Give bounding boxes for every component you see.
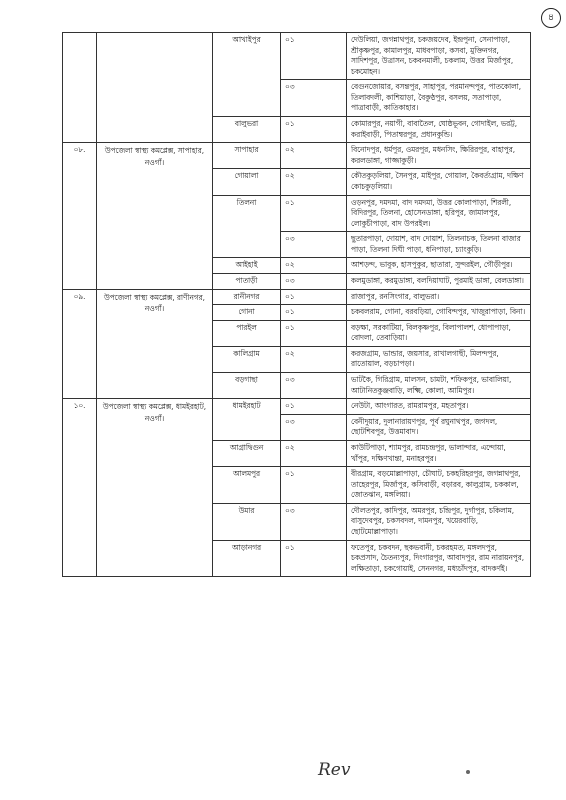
village-list: কাউটিপাড়া, শ্যামপুর, রামচন্দ্রপুর, ভালান্দার, এন্দোয়া, খাঁপুর, দক্ষিণখান্তা, মনাহরপুর। — [347, 440, 531, 466]
village-list: দেউলিয়া, জগন্নাথপুর, চকজয়দেব, ইন্দ্রপুনা, সেনাপাড়া, শ্রীকৃষ্ণপুর, কামালপুর, মাধবপাড়া, কসবা, মুক্তিনগর, সাদিশপুর, উত্রাসন, চকবনমালী, চকলাম, উত্তর মির্জাপুর, চকমোহন। — [347, 33, 531, 80]
ward-number: ০৩ — [281, 273, 347, 289]
village-list: ওড়নপুর, দমদমা, বাদ দমদমা, উত্তর কোলাপাড়া, শিরলী, বিদিরপুর, তিলনা, হোসেনডাঙ্গা, হরিপুর, জামালপুর, লোকুচীপাড়া, বাদ উপরইল। — [347, 195, 531, 232]
village-list: কোমারপুর, নয়াগী, বাবাতৈল, ঘোষ্ঠভূবন, গোদাইল, ভরট্ট, করাইবাড়ী, পিতাম্বরপুর, প্রধানকুন্ডি। — [347, 117, 531, 143]
union-name: বালুভরা — [213, 117, 281, 143]
union-name: আখাইপুর — [213, 33, 281, 117]
table-row — [63, 289, 531, 305]
village-list: কলমুডাঙ্গা, করমুডাঙ্গা, বলদিয়াঘাট, পুরমাই ডাঙ্গা, বেলডাঙ্গা। — [347, 273, 531, 289]
village-list: ছুতারপাড়া, দোয়াশ, বাদ দোয়াশ, তিলনাচক, তিলনা বাজার পাড়া, তিলনা দিঘী পাড়া, ধনিপাড়া, চ্যাংকুড়ি। — [347, 232, 531, 258]
village-list: কৌতকুড়লিয়া, সৈনপুর, মাইপুর, গোয়াল, কৈবর্ত্যগ্রাম, দক্ষিণ কোচকুড়লিয়া। — [347, 169, 531, 195]
ward-number: ০১ — [281, 289, 347, 305]
village-list: বিনোদপুর, ধর্মপুর, ওমরপুর, মধনসিং, ক্ষিরিরপুর, বাহাপুর, করলডাঙ্গা, গাজ্জাকুড়ী। — [347, 143, 531, 169]
village-list: দৌলতপুর, কাদিপুর, অমরপুর, চন্দ্রিপুর, দুর্গাপুর, চকিলাম, বাসুদেবপুর, চকসবদল, দামনপুর, খয়েরবাড়ি, ছোটমোল্লাপাড়া। — [347, 503, 531, 540]
union-name: পারইল — [213, 320, 281, 346]
union-name: গোয়ালা — [213, 169, 281, 195]
ward-number: ০১ — [281, 117, 347, 143]
health-center: উপজেলা স্বাস্থ্য কমপ্লেক্স, সাপাহার, নওগাঁ। — [97, 143, 213, 289]
ward-number: ০৩ — [281, 414, 347, 440]
ward-number: ০১ — [281, 195, 347, 232]
ward-number: ০১ — [281, 540, 347, 577]
serial-number: ১০. — [63, 399, 97, 577]
serial-number: ০৮. — [63, 143, 97, 289]
union-name: পাতাড়ী — [213, 273, 281, 289]
ward-number: ০১ — [281, 33, 347, 80]
serial-number — [63, 33, 97, 143]
ward-number: ০২ — [281, 258, 347, 274]
table-row — [63, 33, 531, 80]
ward-number: ০২ — [281, 169, 347, 195]
health-center: উপজেলা স্বাস্থ্য কমপ্লেক্স, ধামইরহাট, নওগাঁ। — [97, 399, 213, 577]
village-list: করজগ্রাম, ভান্ডার, জয়সার, রাখালগাছী, মিলন্দপুর, রাতোয়াল, বড়চাপড়া। — [347, 346, 531, 372]
union-name: বড়গাছা — [213, 373, 281, 399]
ward-number: ০৩ — [281, 232, 347, 258]
village-list: বীরগ্রাম, বড়মোল্লাপাড়া, চৌঘাট, চকহরিহরপুর, জগন্নাথপুর, তাহেরপুর, মির্জাপুর, কসিবাড়ী, বড়ারব, কালুগ্রাম, চককাল, জোতঝান, মঙ্গলিয়া। — [347, 467, 531, 504]
table-row — [63, 399, 531, 415]
ward-number: ০৩ — [281, 80, 347, 117]
ward-number: ০৩ — [281, 373, 347, 399]
union-name: রানীনগর — [213, 289, 281, 305]
union-name: আইহাই — [213, 258, 281, 274]
ward-number: ০১ — [281, 399, 347, 415]
union-name: আড়ানগর — [213, 540, 281, 577]
health-center: উপজেলা স্বাস্থ্য কমপ্লেক্স, রাণীনগর, নওগাঁ। — [97, 289, 213, 399]
village-list: নেউটা, আংগারত, রামরামপুর, মহতাপুর। — [347, 399, 531, 415]
village-list: চকবলরাম, গোনা, বরবড়িয়া, গোবিন্দপুর, খাজুরাপাড়া, বিনা। — [347, 305, 531, 321]
stray-mark — [466, 770, 470, 774]
union-name: আলমপুর — [213, 467, 281, 504]
village-list: আশড়ন্দ, ভাবুক, হাসপুকুর, ছাতারা, সুন্দরইল, গৌড়ীপুর। — [347, 258, 531, 274]
union-name: উমার — [213, 503, 281, 540]
signature: Rev — [318, 760, 351, 780]
ward-number: ০১ — [281, 467, 347, 504]
union-name: আগ্রাদ্বিগুন — [213, 440, 281, 466]
ward-number: ০২ — [281, 143, 347, 169]
union-name: ধামইরহাট — [213, 399, 281, 441]
village-list: ফতেপুর, চকবদন, ছকভবানী, চকরহমত, মঙ্গলদপুর, চকপ্রসাদ, চৈতন্যপুর, দিংগারপুর, আবাদপুর, রাম নারায়নপুর, লক্ষিতাড়া, চকগোয়াই, সেননগর, মধ্যচাঁদপুর, বাদকর্ণই। — [347, 540, 531, 577]
serial-number: ০৯. — [63, 289, 97, 399]
village-list: ভাটকৈ, গিরিগ্রাম, মালসন, চামটা, শফিকপুর, ভাবালিয়া, আটানিতকুঞ্জবাড়ি, লক্ষ্মি, কোলা, আমিপুর। — [347, 373, 531, 399]
village-list: বড়ক্ষা, সরকাটিয়া, বিলকৃষ্ণপুর, বিলাপালশ, ধোপাপাড়া, বোদলা, তেবাড়িয়া। — [347, 320, 531, 346]
village-assignment-table — [62, 32, 531, 577]
ward-number: ০২ — [281, 440, 347, 466]
union-name: কালিগ্রাম — [213, 346, 281, 372]
union-name: গোনা — [213, 305, 281, 321]
village-list: রাজাপুর, রনসিংগার, বালুভরা। — [347, 289, 531, 305]
page-number: ৪ — [541, 8, 561, 28]
ward-number: ০২ — [281, 346, 347, 372]
ward-number: ০১ — [281, 305, 347, 321]
union-name: তিলনা — [213, 195, 281, 258]
union-name: সাপাহার — [213, 143, 281, 169]
table-row — [63, 143, 531, 169]
health-center — [97, 33, 213, 143]
village-list: বেগুনজোয়ার, বসন্তপুর, সাহাপুর, পরমানন্দপুর, পাতকোলা, তিলাবদলী, কাশিয়াড়া, বৈকুণ্ঠপুর, বসলয়, সতাপাড়া, পাত্রাবাড়ী, কাতিকাহার। — [347, 80, 531, 117]
village-list: বেনীদুয়ার, দুলানারায়ণপুর, পূর্ব রঘুনাথপুর, জগদল, ছোটশিবপুর, উত্তমাবাদ। — [347, 414, 531, 440]
ward-number: ০১ — [281, 320, 347, 346]
ward-number: ০৩ — [281, 503, 347, 540]
